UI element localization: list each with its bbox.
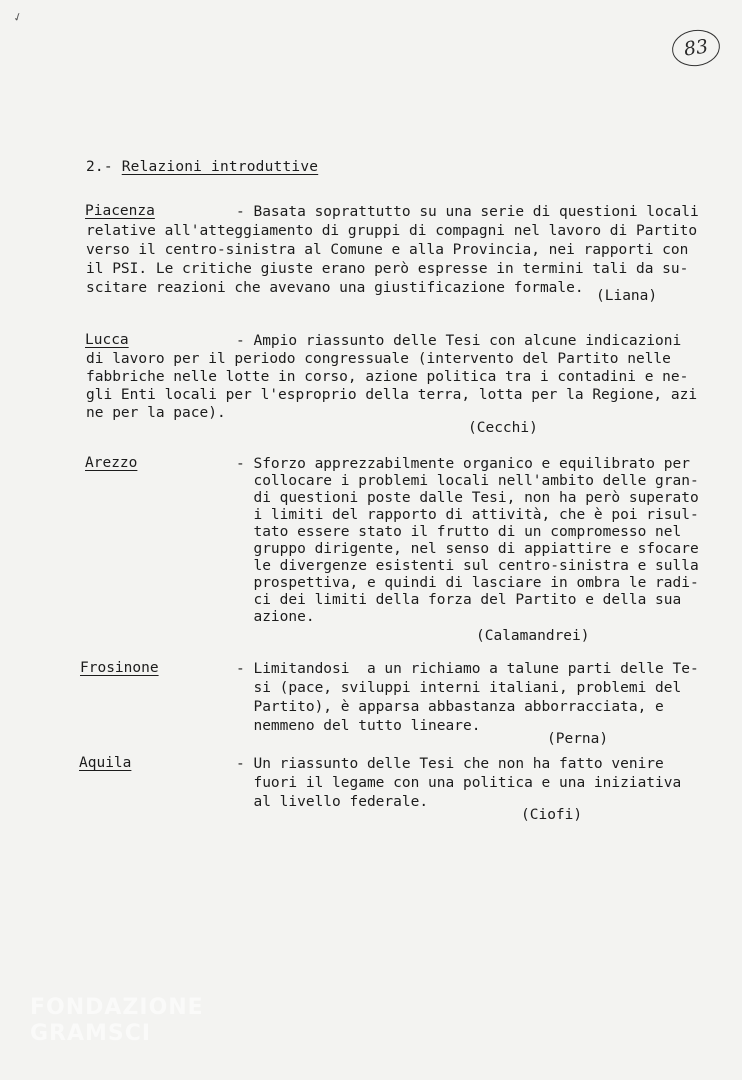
line: fabbriche nelle lotte in corso, azione politica tra i contadini e ne- bbox=[86, 369, 689, 385]
line: - Limitandosi a un richiamo a talune parti delle Te- bbox=[236, 661, 699, 677]
place-name: Arezzo bbox=[85, 455, 138, 471]
author-name: (Cecchi) bbox=[468, 420, 538, 436]
line: il PSI. Le critiche giuste erano però espresse in termini tali da su- bbox=[86, 261, 689, 277]
line: - Un riassunto delle Tesi che non ha fatto venire bbox=[236, 756, 664, 772]
line: collocare i problemi locali nell'ambito delle gran- bbox=[236, 473, 699, 489]
line: verso il centro-sinistra al Comune e alla Provincia, nei rapporti con bbox=[86, 242, 689, 258]
page-number: 83 bbox=[670, 27, 723, 69]
line: di questioni poste dalle Tesi, non ha però superato bbox=[236, 490, 699, 506]
author-name: (Ciofi) bbox=[521, 807, 583, 823]
place-name: Lucca bbox=[85, 332, 129, 348]
line: le divergenze esistenti sul centro-sinistra e sulla bbox=[236, 558, 699, 574]
place-name: Piacenza bbox=[85, 203, 155, 219]
line: scitare reazioni che avevano una giustificazione formale. bbox=[86, 280, 584, 296]
line: i limiti del rapporto di attività, che è poi risul- bbox=[236, 507, 699, 523]
line: - Basata soprattutto su una serie di questioni locali bbox=[236, 204, 699, 220]
section-number: 2.- bbox=[86, 159, 122, 175]
author-name: (Calamandrei) bbox=[476, 628, 590, 644]
line: gli Enti locali per l'esproprio della terra, lotta per la Regione, azi bbox=[86, 387, 698, 403]
line: si (pace, sviluppi interni italiani, problemi del bbox=[236, 680, 682, 696]
pen-mark: ✓ bbox=[11, 9, 25, 26]
line: prospettiva, e quindi di lasciare in ombra le radi- bbox=[236, 575, 699, 591]
archive-watermark: FONDAZIONE GRAMSCI bbox=[30, 995, 204, 1046]
line: gruppo dirigente, nel senso di appiattire e sfocare bbox=[236, 541, 699, 557]
line: - Sforzo apprezzabilmente organico e equilibrato per bbox=[236, 456, 690, 472]
section-title: Relazioni introduttive bbox=[121, 159, 319, 175]
line: al livello federale. bbox=[236, 794, 429, 810]
line: tato essere stato il frutto di un compromesso nel bbox=[236, 524, 682, 540]
line: di lavoro per il periodo congressuale (intervento del Partito nelle bbox=[86, 351, 671, 367]
author-name: (Perna) bbox=[547, 731, 609, 747]
author-name: (Liana) bbox=[596, 288, 658, 304]
line: fuori il legame con una politica e una iniziativa bbox=[236, 775, 682, 791]
line: Partito), è apparsa abbastanza abborracciata, e bbox=[236, 699, 664, 715]
line: nemmeno del tutto lineare. bbox=[236, 718, 481, 734]
place-name: Frosinone bbox=[80, 660, 159, 676]
line: ci dei limiti della forza del Partito e della sua bbox=[236, 592, 682, 608]
place-name: Aquila bbox=[79, 755, 132, 771]
line: azione. bbox=[236, 609, 315, 625]
line: ne per la pace). bbox=[86, 405, 226, 421]
line: - Ampio riassunto delle Tesi con alcune indicazioni bbox=[236, 333, 682, 349]
section-heading bbox=[86, 159, 318, 175]
line: relative all'atteggiamento di gruppi di compagni nel lavoro di Partito bbox=[86, 223, 698, 239]
